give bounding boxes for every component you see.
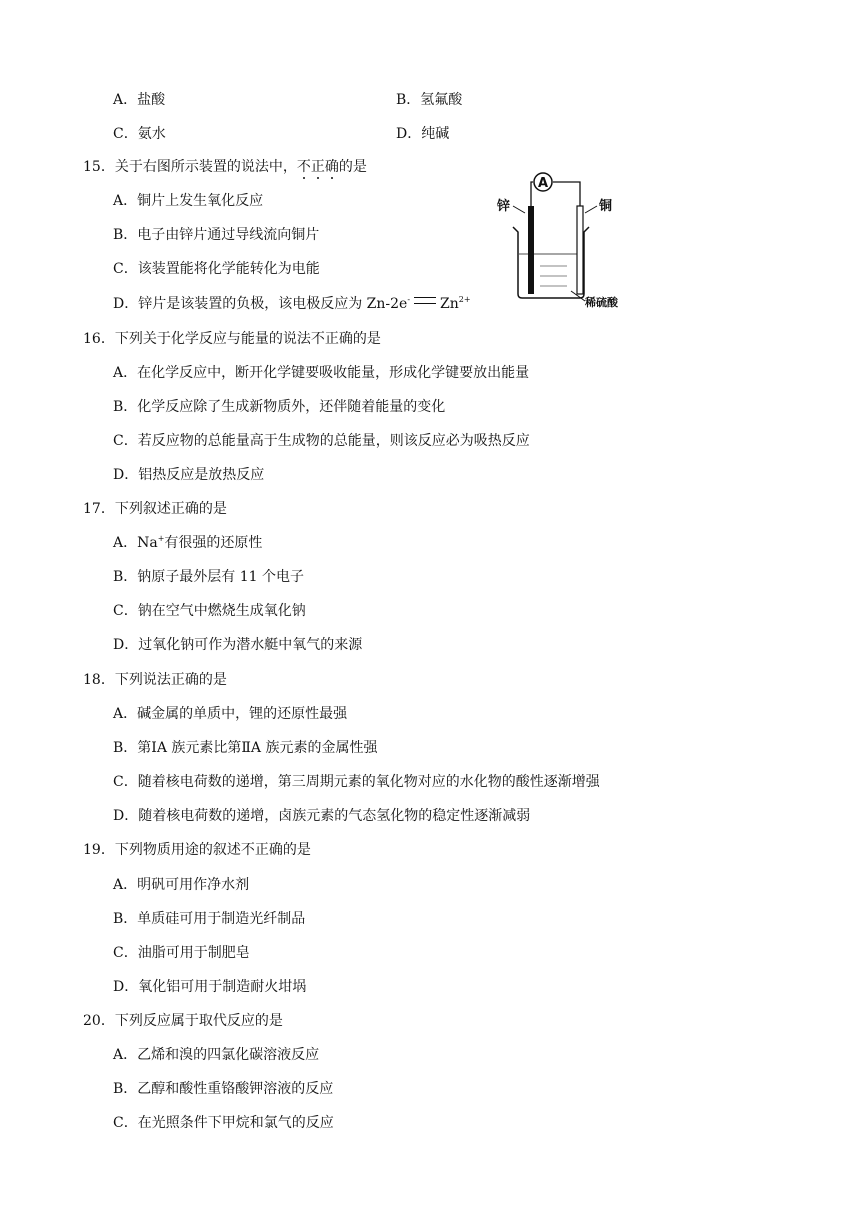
q15-option-d-post: Zn [440,296,459,312]
q16-option-a: A．在化学反应中，断开化学键要吸收能量，形成化学键要放出能量 [113,365,530,381]
q14-option-a: A．盐酸 [113,92,166,108]
q15-stem [83,157,367,177]
q15-option-d [113,294,471,314]
q16-option-b: B．化学反应除了生成新物质外，还伴随着能量的变化 [113,399,446,415]
q15-stem-post: 的是 [338,159,367,175]
emphasis-char: 正 [310,159,325,175]
ammeter-label: A [537,176,549,191]
zinc-pointer [513,206,525,213]
q15-option-b: B．电子由锌片通过导线流向铜片 [113,227,320,243]
q15-option-c: C．该装置能将化学能转化为电能 [113,261,320,277]
q17-option-a-post: 有很强的还原性 [164,535,263,551]
q19-option-b: B．单质硅可用于制造光纤制品 [113,911,306,927]
emphasis-char: 不 [296,159,311,175]
q18-stem: 18．下列说法正确的是 [83,672,227,688]
q18-option-a: A．碱金属的单质中，锂的还原性最强 [113,706,348,722]
acid-label: 稀硫酸 [585,296,618,309]
q18-option-d: D．随着核电荷数的递增，卤族元素的气态氢化物的稳定性逐渐减弱 [113,808,531,824]
q20-option-a: A．乙烯和溴的四氯化碳溶液反应 [113,1047,320,1063]
q19-option-d: D．氧化铝可用于制造耐火坩埚 [113,979,307,995]
q17-option-d: D．过氧化钠可作为潜水艇中氧气的来源 [113,637,363,653]
q17-option-c: C．钠在空气中燃烧生成氧化钠 [113,603,306,619]
emphasis-char: 确 [324,159,339,175]
q16-stem: 16．下列关于化学反应与能量的说法不正确的是 [83,331,381,347]
q15-option-a: A．铜片上发生氧化反应 [113,193,264,209]
q20-stem: 20．下列反应属于取代反应的是 [83,1013,283,1029]
q14-option-d: D．纯碱 [396,126,450,142]
q14-option-c: C．氨水 [113,126,166,142]
q16-option-d: D．铝热反应是放热反应 [113,467,265,483]
zinc-electrode [528,206,534,294]
q15-stem-pre: 15．关于右图所示装置的说法中， [83,159,297,175]
superscript: - [407,295,411,304]
q19-stem: 19．下列物质用途的叙述不正确的是 [83,842,311,858]
galvanic-cell-diagram [493,170,633,310]
copper-electrode [577,206,583,294]
wire-left [531,182,533,206]
q17-option-b: B．钠原子最外层有 11 个电子 [113,569,305,585]
wire-right [553,182,580,206]
q18-option-b: B．第ⅠA 族元素比第ⅡA 族元素的金属性强 [113,740,378,756]
q17-option-a [113,533,262,553]
q17-stem: 17．下列叙述正确的是 [83,501,227,517]
q17-option-a-pre: A．Na [113,535,158,551]
q16-option-c: C．若反应物的总能量高于生成物的总能量，则该反应必为吸热反应 [113,433,530,449]
equals-sign [414,297,436,304]
q19-option-a: A．明矾可用作净水剂 [113,877,250,893]
q20-option-c: C．在光照条件下甲烷和氯气的反应 [113,1115,334,1131]
zinc-label: 锌 [497,199,511,214]
q20-option-b: B．乙醇和酸性重铬酸钾溶液的反应 [113,1081,334,1097]
q15-option-d-pre: D．锌片是该装置的负极，该电极反应为 Zn-2e [113,296,408,312]
superscript: + [157,534,165,543]
copper-label: 铜 [599,199,613,214]
q19-option-c: C．油脂可用于制肥皂 [113,945,250,961]
copper-pointer [585,206,597,213]
q18-option-c: C．随着核电荷数的递增，第三周期元素的氧化物对应的水化物的酸性逐渐增强 [113,774,600,790]
q14-option-b: B．氢氟酸 [396,92,463,108]
superscript: 2+ [458,295,471,304]
